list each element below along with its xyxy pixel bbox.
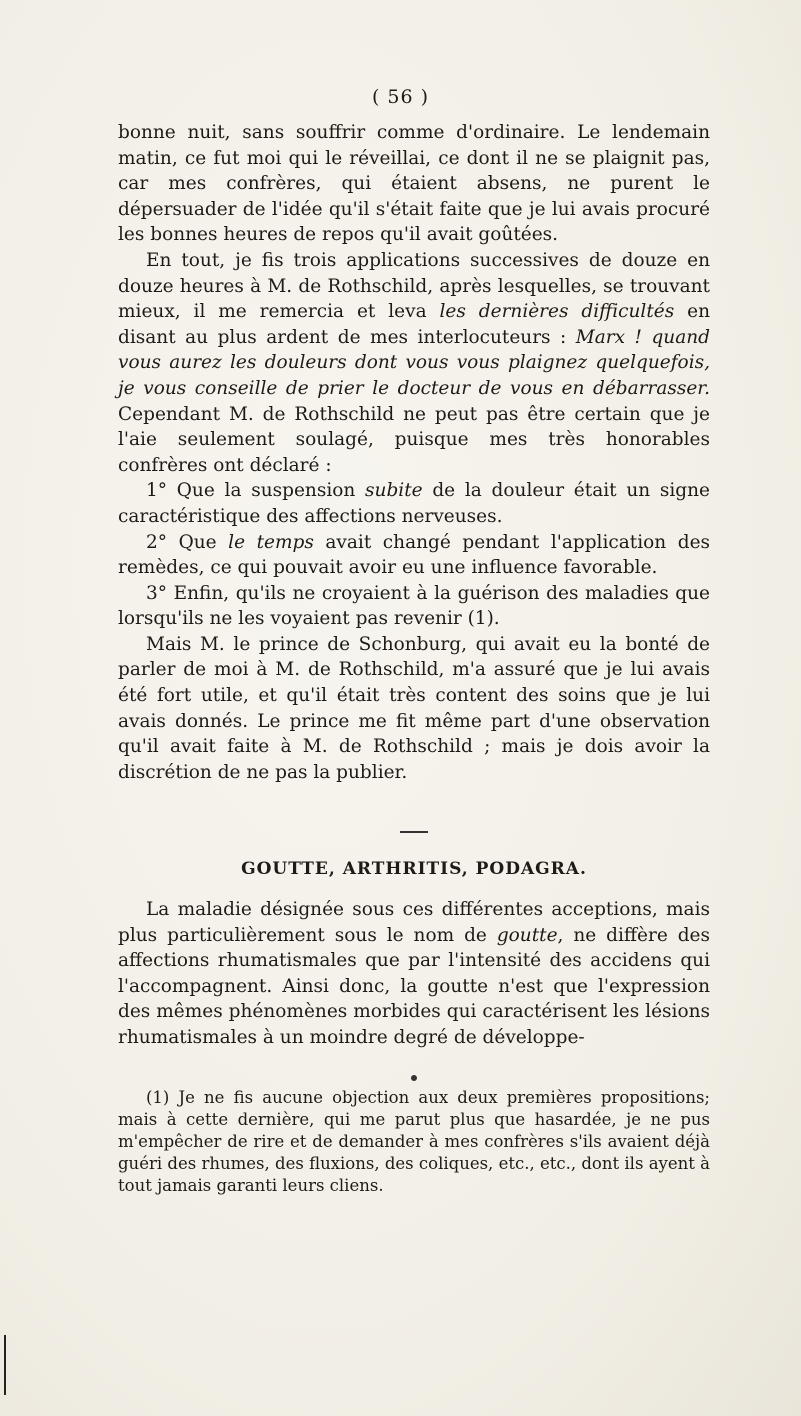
text-run: En tout, je fis trois applications successives de douze en douze heures à M. de Rothschild, après lesquelles, se trouvant mieux, il me remercia et leva xyxy=(118,249,710,323)
section-divider xyxy=(400,831,428,833)
text-run: Mais M. le prince de Schonburg, qui avait eu la bonté de parler de moi à M. de Rothschild, m'a assuré que je lui avais été fort utile, et qu'il était très content des soins que je lui avais donnés. Le prince me fit même part d'une observation qu'il avait faite à M. de Rothschild ; mais je dois avoir la discrétion de ne pas la publier. xyxy=(118,633,710,783)
paragraph xyxy=(118,581,710,632)
italic-text: le temps xyxy=(228,531,314,553)
page-edge-mark xyxy=(4,1335,12,1395)
text-run: 3° Enfin, qu'ils ne croyaient à la guérison des maladies que lorsqu'ils ne les voyaient pas revenir (1). xyxy=(118,582,710,630)
text-run: , ne diffère des affections rhumatismales que par l'intensité des accidens qui l'accompagnent. Ainsi donc, la goutte n'est que l'expression des mêmes phénomènes morbides qui caractérisent les lésions rhumatismales à un moindre degré de développe- xyxy=(118,924,710,1048)
text-run: Cependant M. de Rothschild ne peut pas être certain que je l'aie seulement soulagé, puisque mes très honorables confrères ont déclaré : xyxy=(118,403,710,476)
text-run: avait changé pendant l'application des remèdes, ce qui pouvait avoir eu une influence favorable. xyxy=(118,531,711,579)
paragraph xyxy=(118,120,710,248)
text-run: 1° Que la suspension xyxy=(146,480,366,502)
footnote-separator-mark xyxy=(411,1075,417,1081)
italic-text: les dernières difficultés xyxy=(439,301,675,323)
footnote: (1) Je ne fis aucune objection aux deux premières propositions; mais à cette dernière, qui me parut plus que hasardée, je ne pus m'empêcher de rire et de demander à mes confrères s'ils avaient déjà guéri des rhumes, des fluxions, des coliques, etc., etc., dont ils ayent à tout jamais garanti leurs cliens. xyxy=(118,1087,710,1195)
paragraph xyxy=(118,478,710,529)
section-heading: GOUTTE, ARTHRITIS, PODAGRA. xyxy=(241,859,587,880)
text-run: La maladie désignée sous ces différentes acceptions, mais plus particulièrement sous le nom de xyxy=(118,899,710,946)
text-run: 2° Que xyxy=(146,531,229,553)
text-run: de la douleur était un signe caractéristique des affections nerveuses. xyxy=(118,480,710,527)
paragraph xyxy=(118,530,710,581)
text-run: en disant au plus ardent de mes interlocuteurs : xyxy=(118,301,710,348)
page-number: ( 56 ) xyxy=(371,86,430,108)
text-run: bonne nuit, sans souffrir comme d'ordinaire. Le lendemain matin, ce fut moi qui le réveillai, ce dont il ne se plaignit pas, car mes confrères, qui étaient absens, ne purent le dépersuader de l'idée qu'il s'était faite que je lui avais procuré les bonnes heures de repos qu'il avait goûtées. xyxy=(118,122,710,246)
section-paragraph xyxy=(118,897,710,1051)
page-body xyxy=(118,120,710,1197)
italic-text: Marx ! quand vous aurez les douleurs dont vous vous plaignez quelquefois, je vous conseille de prier le docteur de vous en débarrasser. xyxy=(118,326,710,399)
italic-text: subite xyxy=(365,480,423,502)
paragraph xyxy=(118,632,710,786)
paragraph xyxy=(118,248,710,478)
italic-text: goutte xyxy=(496,924,558,946)
